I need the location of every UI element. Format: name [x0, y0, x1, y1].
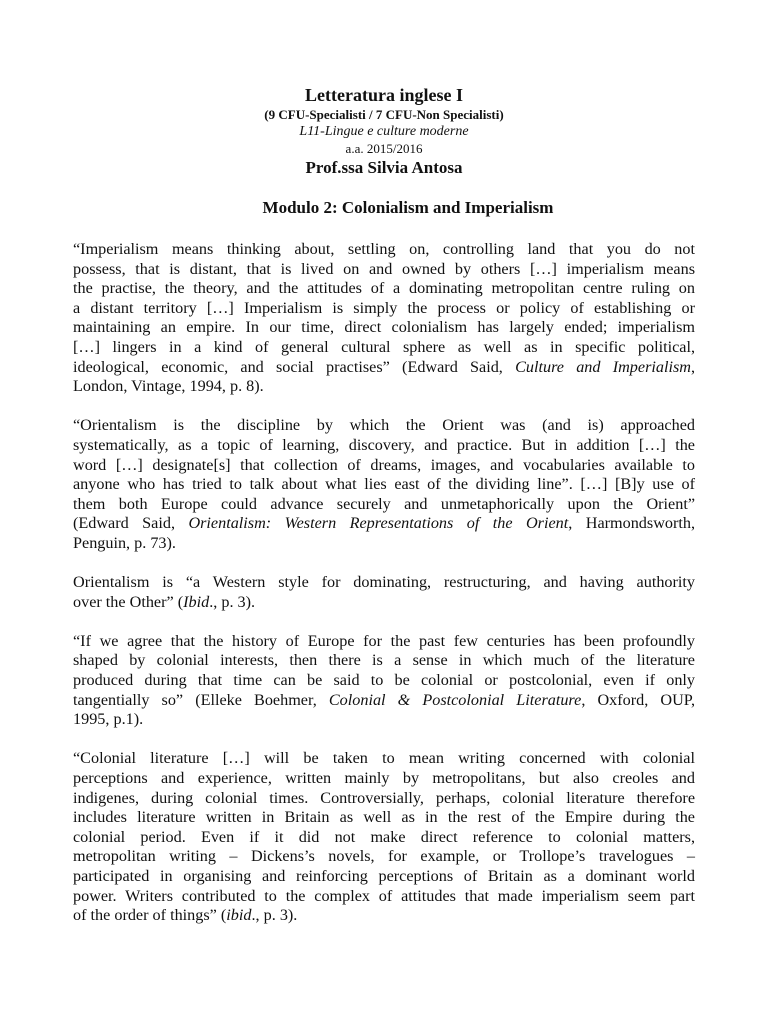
text-line: word […] designate[s] that collection of dreams, images, and vocabularies available to: [73, 455, 695, 474]
text-line: “Colonial literature […] will be taken to mean writing concerned with colonial: [73, 749, 695, 768]
citation-text: of the order of things” (: [73, 906, 227, 925]
text-line: shaped by colonial interests, then there is a sense in which much of the literature: [73, 651, 695, 670]
text-line: metropolitan writing – Dickens’s novels, for example, or Trollope’s travelogues –: [73, 847, 695, 866]
text-line: a distant territory […] Imperialism is simply the process or policy of establishing or: [73, 298, 695, 317]
paragraph-said-imperialism: [73, 240, 695, 397]
book-title: Orientalism: Western Representations of the Orient: [188, 514, 569, 533]
citation-text: , Harmondsworth,: [568, 514, 696, 533]
citation-text: , Oxford, OUP,: [581, 690, 696, 709]
module-title: Modulo 2: Colonialism and Imperialism: [262, 198, 554, 217]
text-line: anyone who has tried to talk about what lies east of the dividing line”. […] [B]y use of: [73, 475, 695, 494]
citation-text: ., p. 3).: [209, 592, 256, 611]
text-line: “If we agree that the history of Europe for the past few centuries has been profoundly: [73, 631, 695, 650]
text-line: produced during that time can be said to be colonial or postcolonial, even if only: [73, 671, 695, 690]
course-program: L11-Lingue e culture moderne: [299, 124, 469, 139]
text-line: [73, 358, 695, 378]
citation-text: over the Other” (: [73, 592, 184, 611]
credits-subtitle: (9 CFU-Specialisti / 7 CFU-Non Specialisti): [264, 107, 504, 122]
ibid-reference: ibid: [226, 906, 252, 925]
text-line: power. Writers contributed to the complex of attitudes that made imperialism seem part: [73, 886, 695, 905]
text-line: 1995, p.1).: [73, 710, 144, 729]
paragraph-colonial-literature: [73, 749, 695, 925]
text-line: the practise, the theory, and the attitudes of a dominating metropolitan centre ruling on: [73, 279, 695, 298]
citation-text: tangentially so” (Elleke Boehmer,: [73, 690, 329, 709]
text-line: […] lingers in a kind of general cultural sphere as well as in specific political,: [73, 337, 695, 356]
professor-name: Prof.ssa Silvia Antosa: [305, 158, 463, 177]
document-body: [73, 240, 695, 945]
citation-text: ,: [690, 357, 695, 376]
ibid-reference: Ibid: [183, 592, 210, 611]
text-line: includes literature written in Britain as well as in the rest of the Empire during the: [73, 808, 695, 827]
book-title: Colonial & Postcolonial Literature: [328, 690, 582, 709]
academic-year: a.a. 2015/2016: [345, 141, 423, 156]
citation-text: ideological, economic, and social practises” (Edward Said,: [73, 357, 516, 376]
document-header: [0, 84, 768, 178]
text-line: colonial period. Even if it did not make direct reference to colonial matters,: [73, 827, 695, 846]
paragraph-boehmer: [73, 632, 695, 730]
text-line: “Orientalism is the discipline by which the Orient was (and is) approached: [73, 416, 695, 435]
text-line: [73, 514, 695, 534]
text-line: them both Europe could advance securely and unmetaphorically upon the Orient”: [73, 494, 695, 513]
text-line: maintaining an empire. In our time, direct colonialism has largely ended; imperialism: [73, 318, 695, 337]
paragraph-orientalism-definition: [73, 573, 695, 612]
text-line: “Imperialism means thinking about, settling on, controlling land that you do not: [73, 240, 695, 258]
text-line: systematically, as a topic of learning, discovery, and practice. But in addition […] the: [73, 435, 695, 454]
citation-text: (Edward Said,: [73, 514, 189, 533]
text-line: indigenes, during colonial times. Controversially, perhaps, colonial literature therefore: [73, 788, 695, 807]
text-line: possess, that is distant, that is lived on and owned by others […] imperialism means: [73, 259, 695, 278]
paragraph-said-orientalism: [73, 416, 695, 553]
text-line: perceptions and experience, written mainly by metropolitans, but also creoles and: [73, 769, 695, 788]
text-line: Penguin, p. 73).: [73, 533, 176, 552]
text-line: [73, 691, 695, 711]
citation-text: ., p. 3).: [251, 906, 298, 925]
course-title: Letteratura inglese I: [305, 85, 463, 105]
text-line: [73, 906, 695, 926]
book-title: Culture and Imperialism: [515, 357, 691, 376]
text-line: [73, 593, 695, 613]
text-line: participated in organising and reinforcing perceptions of Britain as a dominant world: [73, 867, 695, 885]
text-line: Orientalism is “a Western style for dominating, restructuring, and having authority: [73, 573, 695, 592]
text-line: London, Vintage, 1994, p. 8).: [73, 377, 264, 396]
